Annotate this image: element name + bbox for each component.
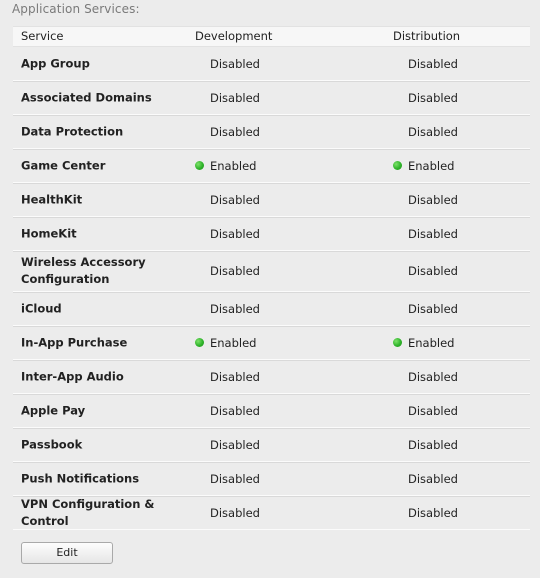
table-header xyxy=(13,26,530,47)
development-status-text: Disabled xyxy=(210,471,260,486)
enabled-dot-icon xyxy=(393,161,402,170)
table-row xyxy=(13,326,530,360)
edit-button[interactable]: Edit xyxy=(21,542,113,564)
development-status-text: Disabled xyxy=(210,90,260,105)
service-name: HealthKit xyxy=(21,192,83,206)
distribution-status-text: Disabled xyxy=(408,226,458,241)
table-row xyxy=(13,496,530,530)
table-row xyxy=(13,462,530,496)
service-name: App Group xyxy=(21,56,90,70)
service-name: Associated Domains xyxy=(21,90,152,104)
development-status-text: Disabled xyxy=(210,369,260,384)
distribution-status-text: Disabled xyxy=(408,90,458,105)
development-status-text: Enabled xyxy=(210,158,257,173)
service-name: Apple Pay xyxy=(21,403,86,417)
table-row xyxy=(13,292,530,326)
distribution-status-text: Disabled xyxy=(408,56,458,71)
service-name: Game Center xyxy=(21,158,106,172)
service-name: Passbook xyxy=(21,437,83,451)
development-status-text: Disabled xyxy=(210,124,260,139)
development-status-text: Disabled xyxy=(210,264,260,278)
distribution-status-text: Disabled xyxy=(408,192,458,207)
development-status-text: Disabled xyxy=(210,226,260,241)
distribution-status-text: Disabled xyxy=(408,369,458,384)
services-table xyxy=(13,26,530,530)
distribution-status-text: Disabled xyxy=(408,403,458,418)
development-status-text: Disabled xyxy=(210,301,260,316)
development-status-text: Disabled xyxy=(210,192,260,207)
enabled-dot-icon xyxy=(195,338,204,347)
table-row xyxy=(13,81,530,115)
development-status-text: Disabled xyxy=(210,437,260,452)
development-status-text: Disabled xyxy=(210,56,260,71)
distribution-status-text: Enabled xyxy=(408,335,455,350)
service-name: Inter-App Audio xyxy=(21,369,124,383)
table-row xyxy=(13,394,530,428)
distribution-status-text: Disabled xyxy=(408,124,458,139)
table-row xyxy=(13,115,530,149)
header-distribution: Distribution xyxy=(393,29,461,43)
service-name: Wireless Accessory Configuration xyxy=(21,255,146,286)
distribution-status-text: Disabled xyxy=(408,437,458,452)
distribution-status-text: Disabled xyxy=(408,471,458,486)
table-row xyxy=(13,251,530,292)
service-name: In-App Purchase xyxy=(21,335,128,349)
development-status-text: Disabled xyxy=(210,403,260,418)
development-status-text: Disabled xyxy=(210,505,260,520)
service-name: Push Notifications xyxy=(21,471,140,485)
header-service: Service xyxy=(21,29,64,43)
table-row xyxy=(13,428,530,462)
table-row xyxy=(13,149,530,183)
distribution-status xyxy=(393,159,454,173)
distribution-status-text: Disabled xyxy=(408,301,458,316)
distribution-status-text: Enabled xyxy=(408,158,455,173)
table-row xyxy=(13,47,530,81)
enabled-dot-icon xyxy=(393,338,402,347)
service-name: HomeKit xyxy=(21,226,77,240)
service-name: iCloud xyxy=(21,301,62,315)
distribution-status-text: Disabled xyxy=(408,264,458,278)
service-name: Data Protection xyxy=(21,124,124,138)
development-status xyxy=(195,336,256,350)
distribution-status xyxy=(393,336,454,350)
section-title: Application Services: xyxy=(12,2,140,16)
service-name: VPN Configuration & Control xyxy=(21,496,155,528)
development-status-text: Enabled xyxy=(210,335,257,350)
table-body xyxy=(13,47,530,530)
header-development: Development xyxy=(195,29,273,43)
table-row xyxy=(13,183,530,217)
table-row xyxy=(13,360,530,394)
table-row xyxy=(13,217,530,251)
enabled-dot-icon xyxy=(195,161,204,170)
distribution-status-text: Disabled xyxy=(408,505,458,520)
development-status xyxy=(195,159,256,173)
